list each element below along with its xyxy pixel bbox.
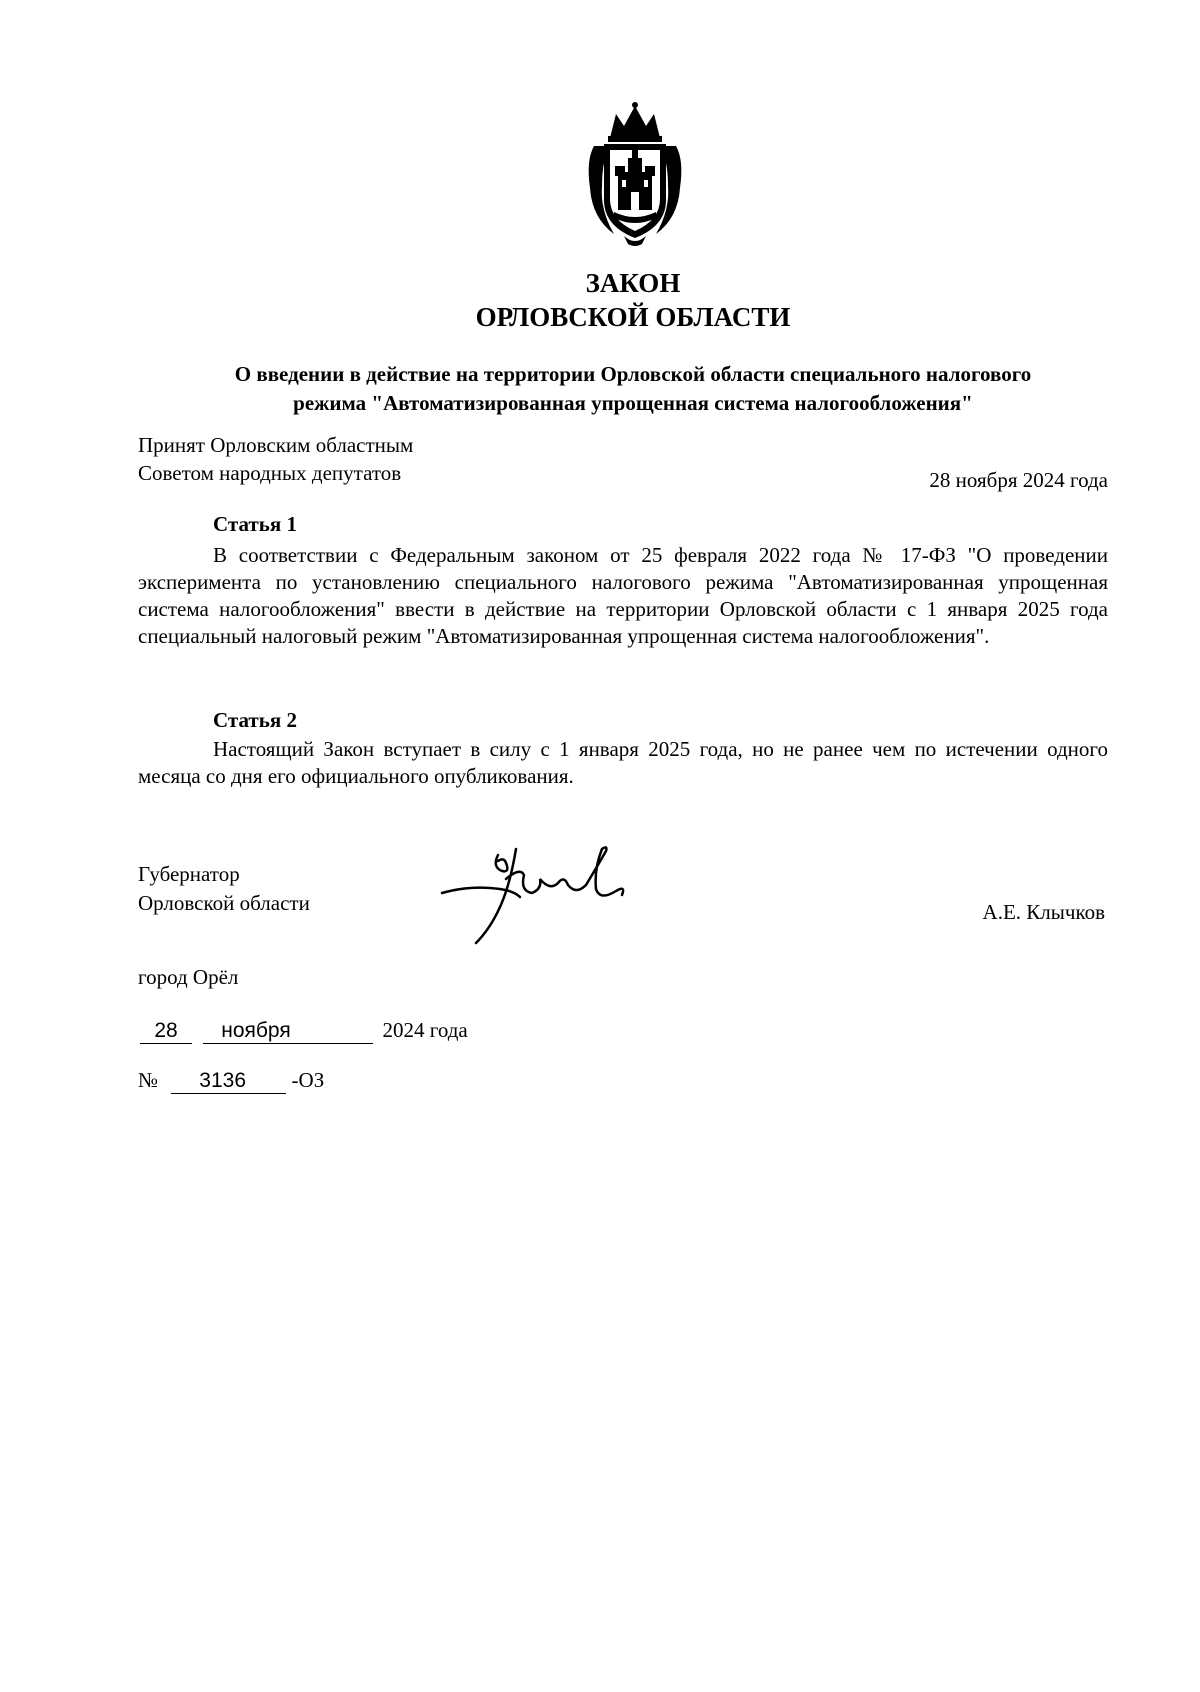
subject-line-2: режима "Автоматизированная упрощенная система налогообложения" <box>293 391 973 415</box>
article-2-heading: Статья 2 <box>213 708 297 732</box>
number-suffix: -ОЗ <box>291 1068 325 1092</box>
signatory-title-line-2: Орловской области <box>138 891 310 915</box>
adoption-date: 28 ноября 2024 года <box>929 468 1108 492</box>
article-1-text: В соответствии с Федеральным законом от 25 февраля 2022 года № 17-ФЗ "О проведении эксперимента по установлению специального налогового режима "Автоматизированная упрощенная система налогообложения" ввести в действие на территории Орловской области с 1 января 2025 года специальный налоговый режим "Автоматизированная упрощенная система налогообложения". <box>138 543 1108 648</box>
number-value: 3136 <box>171 1069 286 1094</box>
handwritten-signature <box>440 845 650 950</box>
article-2-text: Настоящий Закон вступает в силу с 1 января 2025 года, но не ранее чем по истечении одного месяца со дня его официального опубликования. <box>138 737 1108 788</box>
signatory-title-line-1: Губернатор <box>138 862 240 886</box>
law-number <box>138 1066 324 1094</box>
number-prefix: № <box>138 1068 159 1092</box>
signing-date <box>138 1016 468 1044</box>
subject-line-1: О введении в действие на территории Орловской области специального налогового <box>234 362 1032 386</box>
signing-year: 2024 года <box>382 1018 468 1042</box>
adoption-line-1: Принят Орловским областным <box>138 433 414 457</box>
law-title-block <box>0 266 1200 334</box>
coat-of-arms-icon <box>580 100 690 248</box>
law-title: ЗАКОН <box>585 268 681 298</box>
signatory-name: А.Е. Клычков <box>982 900 1105 924</box>
signatory-title <box>138 860 310 918</box>
signing-place: город Орёл <box>138 965 239 989</box>
signing-month: ноября <box>203 1019 373 1044</box>
region-title: ОРЛОВСКОЙ ОБЛАСТИ <box>475 302 791 332</box>
article-1-heading: Статья 1 <box>213 512 297 536</box>
law-subject <box>150 360 1116 418</box>
adoption-line-2: Советом народных депутатов <box>138 461 402 485</box>
signing-day: 28 <box>140 1019 192 1044</box>
adoption-info <box>138 431 413 487</box>
